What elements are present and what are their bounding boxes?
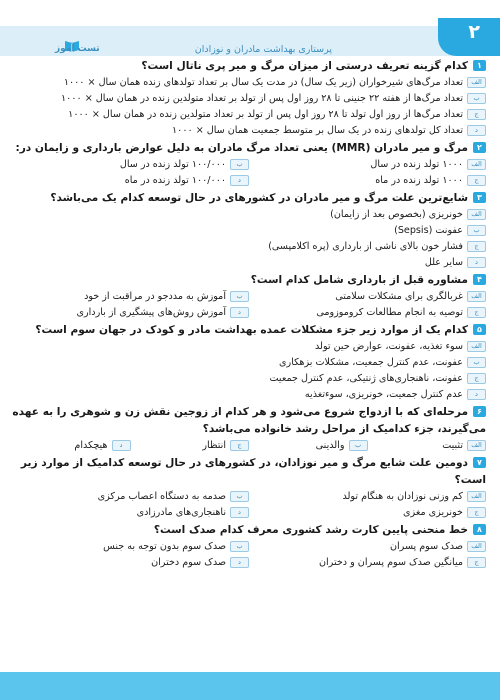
questions-list	[12, 58, 486, 572]
chapter-title: پرستاری بهداشت مادران و نوزادان	[194, 44, 332, 55]
question-text: ۲مرگ و میر مادران (MMR) یعنی تعداد مرگ مادران به دلیل عوارض بارداری و زایمان در:	[12, 140, 486, 157]
option-label: ج	[467, 507, 486, 518]
option: دعدم کنترل جمعیت، خونریزی، سوءتغذیه	[12, 387, 486, 403]
option: دناهنجاری‌های مادرزادی	[12, 505, 249, 521]
option: ب۱۰۰/۰۰۰ تولد زنده در سال	[12, 157, 249, 173]
question-1	[12, 58, 486, 139]
option: بعفونت (Sepsis)	[12, 223, 486, 239]
option: دتعداد کل تولدهای زنده در یک سال بر متوسط جمعیت همان سال × ۱۰۰۰	[12, 123, 486, 139]
option-label: ب	[467, 357, 486, 368]
question-7	[12, 455, 486, 521]
option: جعفونت، ناهنجاری‌های ژنتیکی، عدم کنترل جمعیت	[12, 371, 486, 387]
option: بآموزش به مددجو در مراقبت از خود	[12, 289, 249, 305]
option: جتوصیه به انجام مطالعات کروموزومی	[249, 305, 486, 321]
option: ج۱۰۰۰ تولد زنده در ماه	[249, 173, 486, 189]
option-label: ج	[467, 307, 486, 318]
option-label: الف	[467, 159, 486, 170]
option-label: الف	[467, 341, 486, 352]
option-label: ج	[467, 109, 486, 120]
option-label: ج	[467, 241, 486, 252]
question-2	[12, 140, 486, 189]
option-label: الف	[467, 491, 486, 502]
option-label: د	[230, 175, 249, 186]
brand-logo: تست آموز	[55, 44, 100, 54]
option-label: د	[467, 125, 486, 136]
option-label: ج	[467, 175, 486, 186]
question-number: ۴	[473, 274, 486, 285]
question-text: ۳شایع‌ترین علت مرگ و میر مادران در کشورهای در حال توسعه کدام یک می‌باشد؟	[12, 190, 486, 207]
option: الف۱۰۰۰ تولد زنده در سال	[249, 157, 486, 173]
question-6	[12, 404, 486, 454]
page-footer-bar	[0, 672, 500, 700]
option-label: الف	[467, 291, 486, 302]
option-label: ب	[230, 541, 249, 552]
option-label: الف	[467, 209, 486, 220]
question-text: ۴مشاوره قبل از بارداری شامل کدام است؟	[12, 272, 486, 289]
page-number: ۲	[468, 21, 480, 43]
question-text: ۷دومین علت شایع مرگ و میر نوزادان، در کشورهای در حال توسعه کدامیک از موارد زیر است؟	[20, 457, 486, 486]
option-label: د	[230, 507, 249, 518]
option-label: د	[467, 257, 486, 268]
option: الفصدک سوم پسران	[249, 539, 486, 555]
option-label: ج	[230, 440, 249, 451]
option: د۱۰۰/۰۰۰ تولد زنده در ماه	[12, 173, 249, 189]
question-text: ۸خط منحنی پایین کارت رشد کشوری معرف کدام صدک است؟	[12, 522, 486, 539]
question-number: ۷	[473, 457, 486, 468]
question-5	[12, 322, 486, 403]
question-number: ۲	[473, 142, 486, 153]
option-label: الف	[467, 541, 486, 552]
option-label: ب	[230, 291, 249, 302]
option-label: ب	[467, 225, 486, 236]
option: دهیچکدام	[12, 438, 131, 454]
page-header	[0, 0, 500, 56]
question-text: ۱کدام گزینه تعریف درستی از میزان مرگ و میر پری ناتال است؟	[12, 58, 486, 75]
option-label: ج	[467, 557, 486, 568]
question-number: ۳	[473, 192, 486, 203]
option: جخونریزی مغزی	[249, 505, 486, 521]
option: الفغربالگری برای مشکلات سلامتی	[249, 289, 486, 305]
option: بصدک سوم بدون توجه به جنس	[12, 539, 249, 555]
option-label: ب	[230, 159, 249, 170]
option: بتعداد مرگ‌ها از هفته ۲۲ جنینی تا ۲۸ روز اول پس از تولد بر تعداد متولدین زنده در همان سال × ۱۰۰۰	[12, 91, 486, 107]
option-label: ب	[467, 93, 486, 104]
question-text: ۶مرحله‌ای که با ازدواج شروع می‌شود و هر کدام از زوجین نقش زن و شوهری را به عهده می‌گیرند، جزء کدامیک از مراحل رشد خانواده می‌باشد؟	[12, 406, 486, 435]
option: الفتعداد مرگ‌های شیرخواران (زیر یک سال) در مدت یک سال بر تعداد تولدهای زنده همان سال × ۱۰۰۰	[12, 75, 486, 91]
option-label: ج	[467, 373, 486, 384]
question-3	[12, 190, 486, 271]
option: جتعداد مرگ‌ها از روز اول تولد تا ۲۸ روز اول پس از تولد بر تعداد متولدین زنده در همان سال × ۱۰۰۰	[12, 107, 486, 123]
question-text: ۵کدام یک از موارد زیر جزء مشکلات عمده بهداشت مادر و کودک در جهان سوم است؟	[12, 322, 486, 339]
option-label: د	[112, 440, 131, 451]
option-label: د	[467, 389, 486, 400]
option: بوالدینی	[249, 438, 368, 454]
option: جفشار خون بالای ناشی از بارداری (پره اکلامپسی)	[12, 239, 486, 255]
option-label: ب	[349, 440, 368, 451]
option-label: د	[230, 557, 249, 568]
option: الفکم وزنی نوزادان به هنگام تولد	[249, 489, 486, 505]
question-8	[12, 522, 486, 571]
option: دصدک سوم دختران	[12, 555, 249, 571]
option-label: الف	[467, 77, 486, 88]
option-label: الف	[467, 440, 486, 451]
question-number: ۱	[473, 60, 486, 71]
option: بصدمه به دستگاه اعصاب مرکزی	[12, 489, 249, 505]
option: الفخونریزی (بخصوص بعد از زایمان)	[12, 207, 486, 223]
option-label: د	[230, 307, 249, 318]
question-number: ۶	[473, 406, 486, 417]
option: دسایر علل	[12, 255, 486, 271]
option: جانتظار	[131, 438, 250, 454]
option: جمیانگین صدک سوم پسران و دختران	[249, 555, 486, 571]
question-number: ۵	[473, 324, 486, 335]
option-label: ب	[230, 491, 249, 502]
option: الفتثبیت	[368, 438, 487, 454]
question-number: ۸	[473, 524, 486, 535]
option: دآموزش روش‌های پیشگیری از بارداری	[12, 305, 249, 321]
question-4	[12, 272, 486, 321]
option: الفسوء تغذیه، عفونت، عوارض حین تولد	[12, 339, 486, 355]
option: بعفونت، عدم کنترل جمعیت، مشکلات بزهکاری	[12, 355, 486, 371]
